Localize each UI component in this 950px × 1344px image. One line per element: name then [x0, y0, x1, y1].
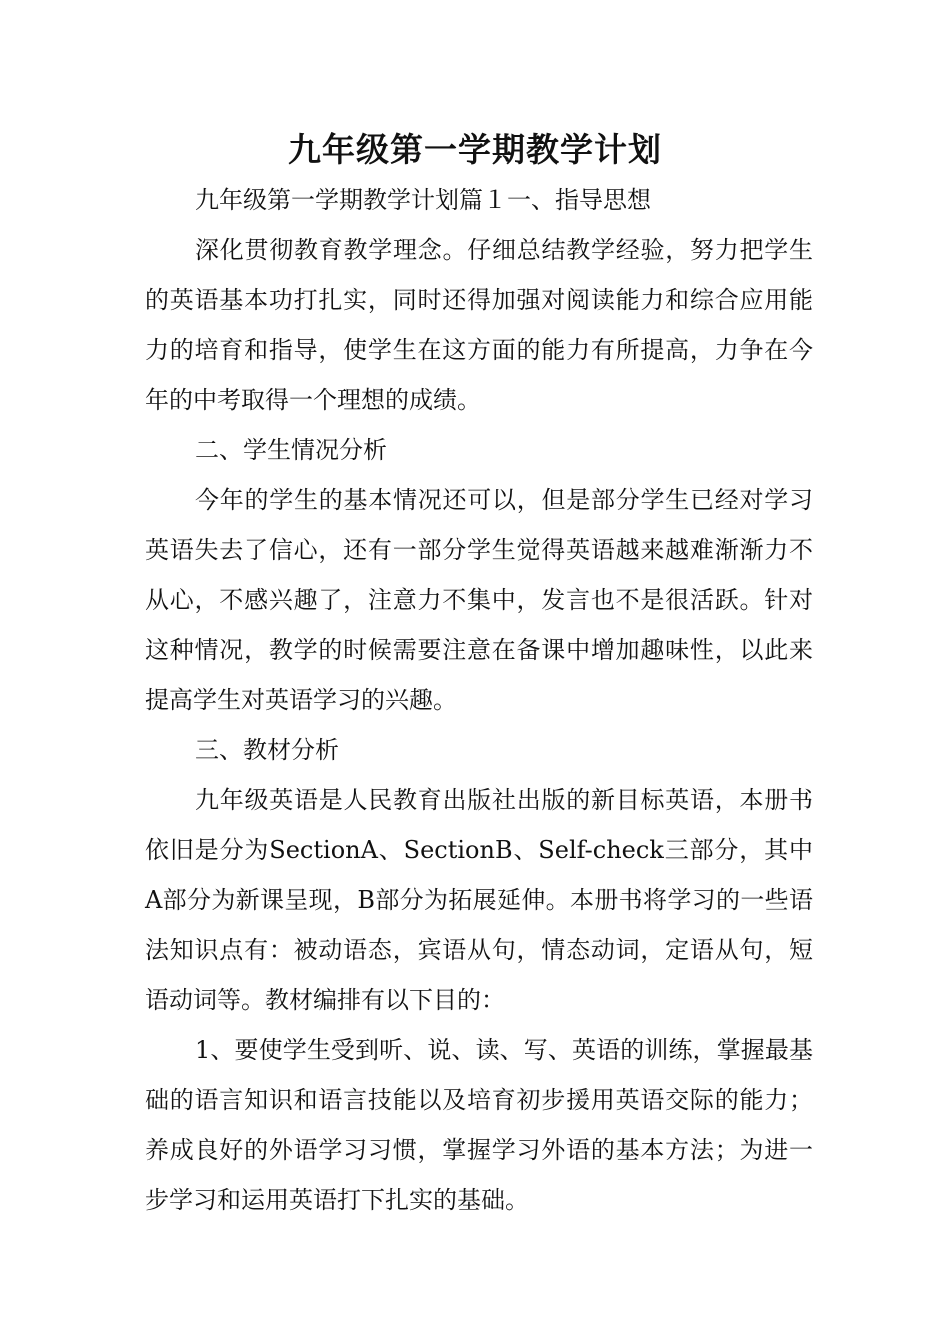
paragraph-student-analysis: 今年的学生的基本情况还可以，但是部分学生已经对学习英语失去了信心，还有一部分学生觉得英语越来越难渐渐力不从心，不感兴趣了，注意力不集中，发言也不是很活跃。针对这种情况，教学的时候需要注意在备课中增加趣味性，以此来提高学生对英语学习的兴趣。: [145, 486, 813, 714]
document-title: 九年级第一学期教学计划: [288, 130, 662, 169]
paragraph-goal-1: 1、要使学生受到听、说、读、写、英语的训练，掌握最基础的语言知识和语言技能以及培育初步援用英语交际的能力；养成良好的外语学习习惯，掌握学习外语的基本方法；为进一步学习和运用英语打下扎实的基础。: [145, 1036, 813, 1214]
paragraph-heading-student-analysis: 二、学生情况分析: [195, 436, 387, 464]
paragraph-textbook-analysis: 九年级英语是人民教育出版社出版的新目标英语，本册书依旧是分为SectionA、SectionB、Self-check三部分，其中A部分为新课呈现，B部分为拓展延伸。本册书将学习的一些语法知识点有：被动语态，宾语从句，情态动词，定语从句，短语动词等。教材编排有以下目的：: [145, 786, 813, 1014]
paragraph-heading-textbook-analysis: 三、教材分析: [195, 736, 339, 764]
paragraph-heading-guiding-ideology: 九年级第一学期教学计划篇１一、指导思想: [195, 186, 651, 214]
paragraph-guiding-ideology: 深化贯彻教育教学理念。仔细总结教学经验，努力把学生的英语基本功打扎实，同时还得加强对阅读能力和综合应用能力的培育和指导，使学生在这方面的能力有所提高，力争在今年的中考取得一个理想的成绩。: [145, 236, 813, 414]
document-body: [145, 175, 813, 1225]
